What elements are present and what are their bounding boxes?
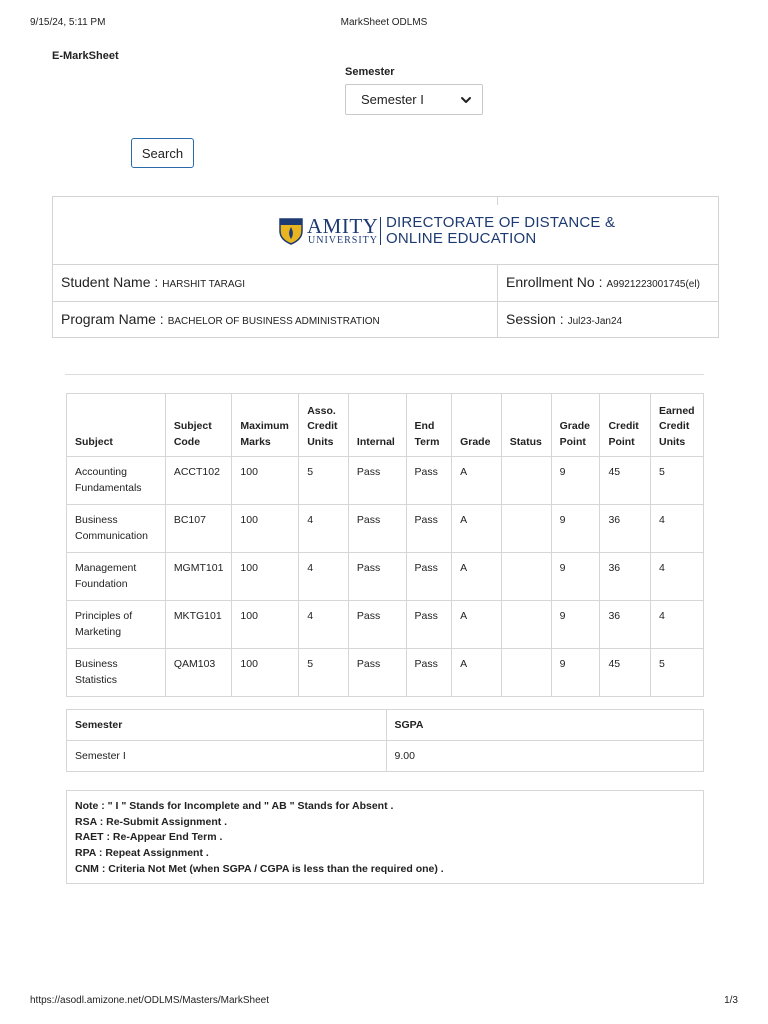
table-cell: A	[452, 553, 502, 601]
print-url: https://asodl.amizone.net/ODLMS/Masters/MarkSheet	[30, 995, 269, 1006]
info-row-2	[53, 302, 718, 339]
note-line: RAET : Re-Appear End Term .	[75, 831, 223, 844]
table-cell: Pass	[406, 649, 452, 697]
table-cell: Management Foundation	[67, 553, 166, 601]
table-cell: 100	[232, 553, 299, 601]
directorate-line-1: DIRECTORATE OF DISTANCE &	[386, 214, 616, 231]
table-cell: Pass	[406, 505, 452, 553]
table-row	[67, 457, 704, 505]
table-cell: 5	[299, 649, 349, 697]
session-cell	[506, 311, 622, 327]
table-cell: QAM103	[165, 649, 232, 697]
enrollment-value: A9921223001745(el)	[606, 279, 700, 290]
column-header: Asso. Credit Units	[299, 394, 349, 457]
column-header: End Term	[406, 394, 452, 457]
table-cell: Pass	[348, 601, 406, 649]
column-header: Earned Credit Units	[651, 394, 704, 457]
table-cell	[501, 649, 551, 697]
table-cell: 100	[232, 649, 299, 697]
table-cell	[501, 553, 551, 601]
session-label: Session :	[506, 311, 564, 327]
table-row	[67, 553, 704, 601]
table-cell: Pass	[348, 457, 406, 505]
section-divider	[65, 374, 704, 375]
student-name-value: HARSHIT TARAGI	[162, 279, 246, 290]
table-cell	[501, 505, 551, 553]
table-cell: 36	[600, 553, 651, 601]
column-header: Semester	[67, 710, 387, 741]
note-line: Note : " I " Stands for Incomplete and " AB " Stands for Absent .	[75, 800, 394, 812]
enrollment-cell	[506, 274, 700, 290]
table-cell: 5	[651, 649, 704, 697]
table-cell: Pass	[348, 649, 406, 697]
page-title: E-MarkSheet	[52, 50, 119, 62]
column-header: Credit Point	[600, 394, 651, 457]
info-row-1	[53, 265, 718, 302]
program-name-label: Program Name :	[61, 311, 164, 327]
table-cell: 4	[651, 601, 704, 649]
brand-subtitle: UNIVERSITY	[308, 235, 378, 246]
table-cell	[501, 601, 551, 649]
table-cell: A	[452, 601, 502, 649]
table-cell: Business Statistics	[67, 649, 166, 697]
column-header: Grade Point	[551, 394, 600, 457]
table-cell: A	[452, 457, 502, 505]
table-cell: 4	[651, 505, 704, 553]
amity-shield-icon	[279, 217, 303, 245]
table-row	[67, 601, 704, 649]
table-cell: Accounting Fundamentals	[67, 457, 166, 505]
column-header: Maximum Marks	[232, 394, 299, 457]
student-info-card	[52, 196, 719, 338]
table-cell: Pass	[406, 553, 452, 601]
table-cell: 9	[551, 457, 600, 505]
table-cell: 5	[299, 457, 349, 505]
table-cell: A	[452, 649, 502, 697]
program-name-value: BACHELOR OF BUSINESS ADMINISTRATION	[167, 316, 380, 327]
sgpa-header-row	[67, 710, 704, 741]
table-row	[67, 741, 704, 772]
print-page-number: 1/3	[724, 995, 738, 1006]
print-header	[0, 17, 768, 31]
table-cell: Pass	[406, 457, 452, 505]
table-cell: 4	[299, 553, 349, 601]
session-value: Jul23-Jan24	[567, 316, 623, 327]
table-cell: 45	[600, 457, 651, 505]
table-cell: Pass	[348, 553, 406, 601]
print-page-title: MarkSheet ODLMS	[340, 17, 428, 28]
sgpa-table	[66, 709, 704, 772]
note-line: RPA : Repeat Assignment .	[75, 847, 209, 860]
table-row	[67, 505, 704, 553]
legend-notes	[66, 790, 704, 884]
table-cell: 9	[551, 649, 600, 697]
student-name-cell	[61, 274, 245, 290]
note-line: CNM : Criteria Not Met (when SGPA / CGPA is less than the required one) .	[75, 862, 444, 875]
program-name-cell	[61, 311, 380, 327]
table-cell: 36	[600, 601, 651, 649]
semester-filter-label: Semester	[345, 66, 395, 78]
table-cell: Principles of Marketing	[67, 601, 166, 649]
note-line: RSA : Re-Submit Assignment .	[75, 815, 228, 828]
brand-name: AMITY	[307, 214, 379, 238]
table-cell: 100	[232, 601, 299, 649]
table-cell: 4	[299, 505, 349, 553]
table-cell: MGMT101	[165, 553, 232, 601]
table-cell: 9.00	[386, 741, 704, 772]
chevron-down-icon	[460, 94, 472, 106]
table-cell: 9	[551, 553, 600, 601]
column-header: Status	[501, 394, 551, 457]
table-cell: ACCT102	[165, 457, 232, 505]
table-cell	[501, 457, 551, 505]
table-cell: BC107	[165, 505, 232, 553]
table-cell: Pass	[348, 505, 406, 553]
table-cell: Pass	[406, 601, 452, 649]
table-cell: A	[452, 505, 502, 553]
table-cell: 4	[651, 553, 704, 601]
search-button[interactable]: Search	[131, 138, 194, 168]
table-cell: 100	[232, 457, 299, 505]
print-datetime: 9/15/24, 5:11 PM	[30, 17, 106, 28]
table-cell: MKTG101	[165, 601, 232, 649]
table-cell: 36	[600, 505, 651, 553]
semester-select-value: Semester I	[361, 92, 424, 107]
enrollment-label: Enrollment No :	[506, 274, 603, 290]
table-cell: Business Communication	[67, 505, 166, 553]
column-header: Internal	[348, 394, 406, 457]
column-header: Subject	[67, 394, 166, 457]
table-cell: 9	[551, 601, 600, 649]
table-cell: 45	[600, 649, 651, 697]
header-logo-row	[53, 197, 718, 265]
table-cell: 4	[299, 601, 349, 649]
marks-table-header-row	[67, 394, 704, 457]
table-cell: 9	[551, 505, 600, 553]
semester-select[interactable]	[345, 84, 483, 115]
table-cell: 5	[651, 457, 704, 505]
column-header: Subject Code	[165, 394, 232, 457]
column-header: Grade	[452, 394, 502, 457]
marks-table	[66, 393, 704, 697]
table-cell: 100	[232, 505, 299, 553]
amity-logo	[279, 215, 619, 249]
table-row	[67, 649, 704, 697]
student-name-label: Student Name :	[61, 274, 159, 290]
column-header: SGPA	[386, 710, 704, 741]
table-cell: Semester I	[67, 741, 387, 772]
directorate-line-2: ONLINE EDUCATION	[386, 230, 537, 247]
